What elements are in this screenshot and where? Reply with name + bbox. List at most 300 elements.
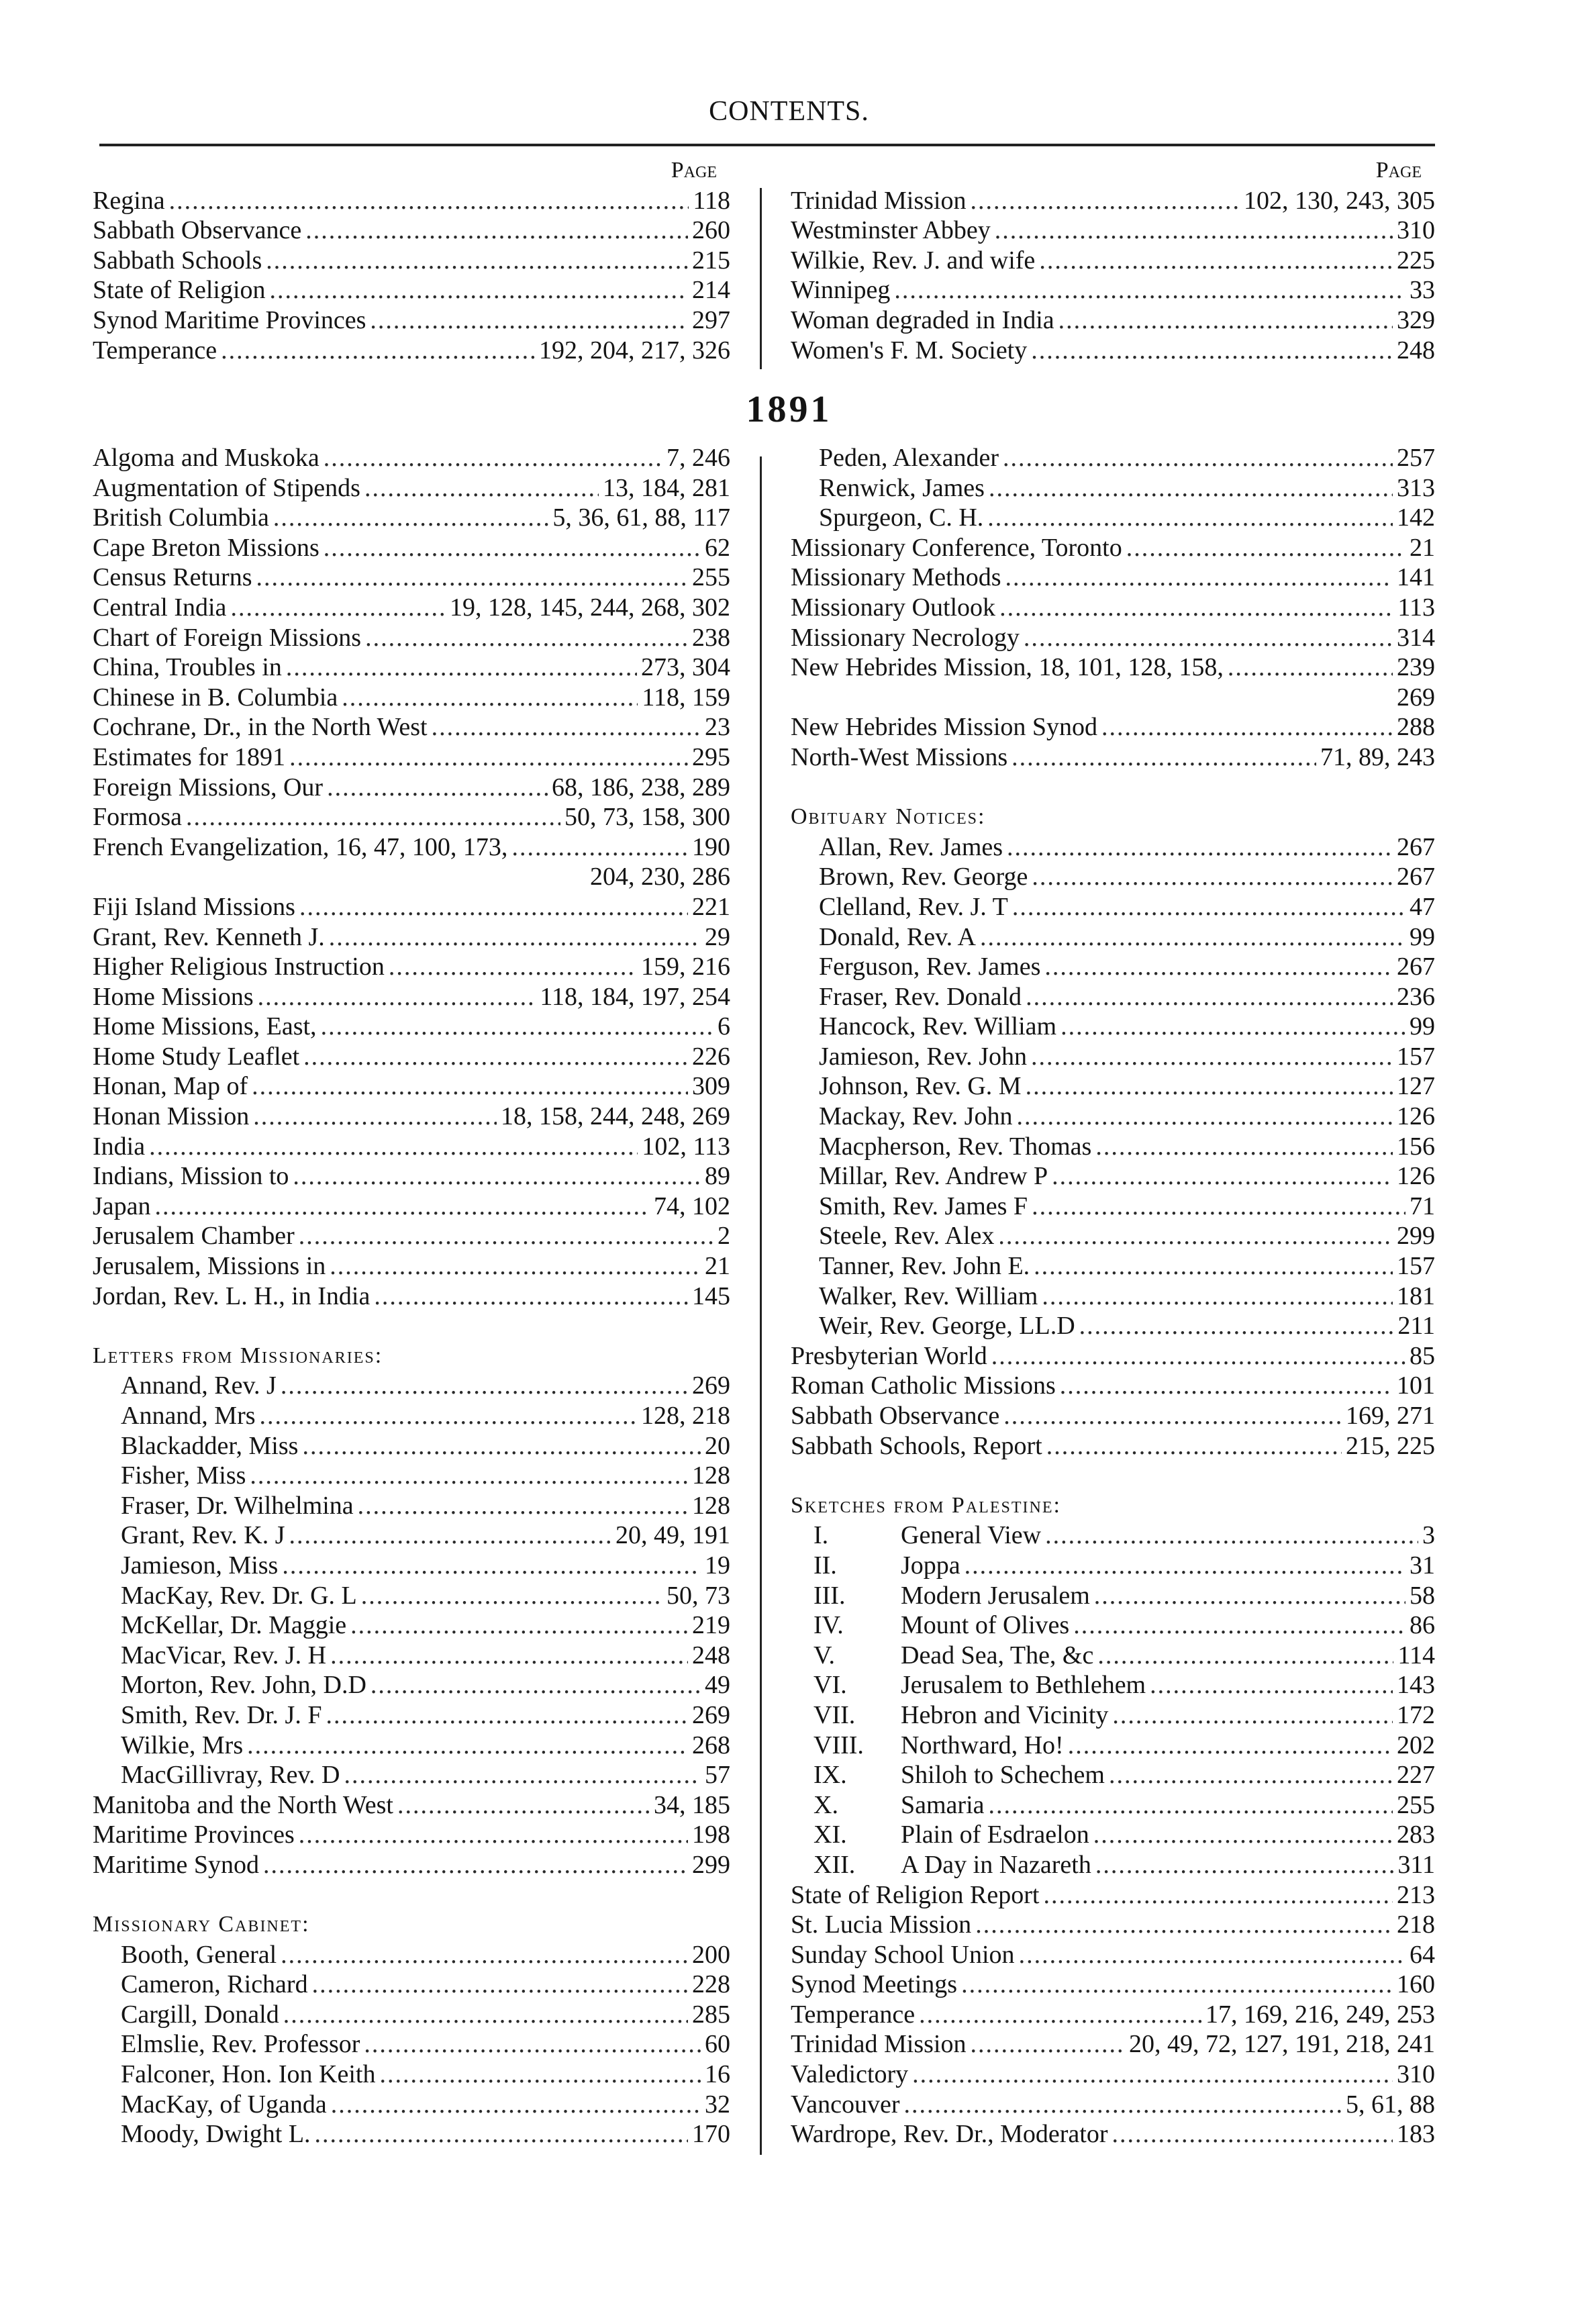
- dot-leader: [1093, 1820, 1393, 1850]
- entry-pages: 257: [1397, 444, 1435, 472]
- entry-pages: 74, 102: [654, 1192, 730, 1220]
- entry-pages: 215, 225: [1346, 1431, 1435, 1460]
- entry-title: Cochrane, Dr., in the North West: [93, 713, 428, 742]
- entry-title: Sabbath Schools, Report: [791, 1431, 1042, 1460]
- entry-pages: 299: [692, 1850, 730, 1879]
- entry-title: Winnipeg: [791, 276, 891, 305]
- entry-title: Westminster Abbey: [791, 216, 991, 245]
- dot-leader: [1012, 892, 1406, 922]
- entry-title: Temperance: [93, 336, 217, 365]
- entry-pages: 285: [692, 2000, 730, 2029]
- entry-pages: 238: [692, 623, 730, 652]
- entry-pages: 225: [1397, 246, 1435, 275]
- index-entry: [791, 2119, 1435, 2149]
- index-entry: [791, 1880, 1435, 1910]
- index-entry: [93, 1520, 730, 1551]
- entry-pages: 170: [692, 2120, 730, 2149]
- entry-title: Women's F. M. Society: [791, 336, 1028, 365]
- entry-pages: 172: [1397, 1700, 1435, 1729]
- dot-leader: [289, 1520, 612, 1551]
- entry-pages: 310: [1397, 216, 1435, 245]
- entry-title: Cameron, Richard: [121, 1970, 308, 1999]
- index-entry: [93, 1581, 730, 1611]
- entry-title: Maritime Provinces: [93, 1821, 295, 1849]
- entry-pages: 273, 304: [641, 653, 730, 682]
- index-entry: [93, 1042, 730, 1072]
- entry-title: Fisher, Miss: [121, 1461, 246, 1490]
- entry-pages: 219: [692, 1611, 730, 1640]
- dot-leader: [321, 1012, 713, 1042]
- dot-leader: [998, 1221, 1393, 1251]
- entry-pages: 5, 61, 88: [1346, 2090, 1435, 2119]
- entry-title: Elmslie, Rev. Professor: [121, 2030, 360, 2059]
- index-entry: [93, 1551, 730, 1581]
- entry-pages: 21: [1410, 533, 1435, 562]
- dot-leader: [1101, 712, 1393, 742]
- dot-leader: [1039, 246, 1393, 276]
- sketch-entry: [791, 1610, 1435, 1641]
- entry-pages: 29: [705, 922, 730, 951]
- top-left-column: [93, 156, 730, 365]
- dot-leader: [980, 922, 1406, 953]
- index-entry: [93, 1281, 730, 1312]
- entry-pages: 160: [1397, 1970, 1435, 1999]
- entry-pages: 118, 159: [642, 683, 730, 712]
- sketch-entry: [791, 1731, 1435, 1761]
- dot-leader: [1043, 1880, 1393, 1910]
- entry-title: Shiloh to Schechem: [901, 1761, 1105, 1790]
- entry-pages: 267: [1397, 953, 1435, 981]
- entry-pages: 215: [692, 246, 730, 275]
- dot-leader: [302, 1431, 701, 1461]
- index-entry: [93, 473, 730, 503]
- entry-pages: 169, 271: [1346, 1402, 1435, 1430]
- index-entry: [791, 2000, 1435, 2030]
- dot-leader: [364, 473, 599, 503]
- dot-leader: [155, 1192, 650, 1222]
- index-entry: [791, 1161, 1435, 1192]
- page-column-label-right: Page: [1375, 158, 1422, 183]
- dot-leader: [1112, 1700, 1393, 1731]
- dot-leader: [371, 1670, 701, 1700]
- entry-title: Moody, Dwight L.: [121, 2120, 311, 2149]
- dot-leader: [987, 503, 1393, 533]
- dot-leader: [511, 832, 688, 863]
- index-entry: [791, 1341, 1435, 1371]
- dot-leader: [1003, 1401, 1342, 1431]
- dot-leader: [329, 922, 701, 953]
- entry-pages: 255: [692, 563, 730, 592]
- entry-pages: 198: [692, 1821, 730, 1849]
- dot-leader: [1045, 1520, 1418, 1551]
- index-entry: [93, 1161, 730, 1192]
- sketch-number: X.: [813, 1790, 838, 1819]
- index-entry: [791, 1281, 1435, 1312]
- entry-pages: 62: [705, 533, 730, 562]
- entry-title: MacGillivray, Rev. D: [121, 1761, 340, 1790]
- entry-title: French Evangelization, 16, 47, 100, 173,: [93, 832, 508, 861]
- entry-title: State of Religion Report: [791, 1880, 1040, 1909]
- index-entry: [93, 1700, 730, 1731]
- entry-title: Smith, Rev. James F: [819, 1192, 1028, 1220]
- entry-pages: 299: [1397, 1222, 1435, 1251]
- entry-pages: 267: [1397, 832, 1435, 861]
- header-rule: [99, 144, 1435, 146]
- entry-title: Census Returns: [93, 563, 252, 592]
- dot-leader: [919, 2000, 1201, 2030]
- entry-title: Foreign Missions, Our: [93, 773, 324, 802]
- entry-pages: 101: [1397, 1371, 1435, 1400]
- entry-title: Manitoba and the North West: [93, 1790, 393, 1819]
- entry-pages: 228: [692, 1970, 730, 1999]
- entry-pages: 34, 185: [654, 1790, 730, 1819]
- index-entry: [93, 1102, 730, 1132]
- entry-title: Regina: [93, 186, 165, 215]
- entry-pages: 200: [692, 1940, 730, 1969]
- dot-leader: [1097, 1641, 1393, 1671]
- entry-title: Sabbath Observance: [791, 1402, 1000, 1430]
- dot-leader: [330, 1251, 701, 1281]
- dot-leader: [1109, 1760, 1393, 1790]
- index-entry: [93, 1790, 730, 1821]
- dot-leader: [1046, 1431, 1342, 1461]
- index-entry: [791, 952, 1435, 982]
- dot-leader: [252, 1071, 688, 1102]
- index-entry: [93, 1371, 730, 1401]
- dot-leader: [289, 742, 688, 773]
- dot-leader: [432, 712, 701, 742]
- entry-title: Missionary Conference, Toronto: [791, 533, 1122, 562]
- entry-title: Missionary Outlook: [791, 593, 996, 622]
- entry-title: Renwick, James: [819, 473, 985, 502]
- entry-title: Trinidad Mission: [791, 2030, 967, 2059]
- entry-pages: 32: [705, 2090, 730, 2119]
- entry-pages: 157: [1397, 1042, 1435, 1071]
- entry-title: Wilkie, Rev. J. and wife: [791, 246, 1036, 275]
- sketch-number: III.: [813, 1581, 846, 1610]
- dot-leader: [250, 1461, 688, 1491]
- entry-pages: 141: [1397, 563, 1435, 592]
- entry-pages: 204, 230, 286: [590, 863, 730, 891]
- main-right-column: [791, 443, 1435, 2149]
- index-entry: [93, 712, 730, 742]
- entry-pages: 267: [1397, 863, 1435, 891]
- index-entry: [93, 892, 730, 922]
- sketch-number: VIII.: [813, 1731, 864, 1759]
- sketch-number: V.: [813, 1641, 836, 1669]
- entry-title: Japan: [93, 1192, 151, 1220]
- index-entry: [93, 1820, 730, 1850]
- index-entry: [791, 305, 1435, 336]
- entry-pages: 2: [718, 1222, 730, 1251]
- sketch-entry: [791, 1581, 1435, 1611]
- index-entry: [791, 1371, 1435, 1401]
- index-entry: [93, 1431, 730, 1461]
- index-entry: [791, 1401, 1435, 1431]
- entry-title: Grant, Rev. K. J: [121, 1521, 285, 1550]
- entry-title: State of Religion: [93, 276, 266, 305]
- index-entry: [93, 1940, 730, 1970]
- dot-leader: [364, 2029, 701, 2060]
- entry-title: Synod Maritime Provinces: [93, 305, 366, 334]
- entry-title: Home Study Leaflet: [93, 1042, 300, 1071]
- index-entry: [93, 2090, 730, 2120]
- index-entry: [93, 1221, 730, 1251]
- entry-title: Spurgeon, C. H.: [819, 503, 984, 532]
- entry-title: Missionary Methods: [791, 563, 1001, 592]
- index-entry: [791, 1251, 1435, 1281]
- entry-pages: 102, 113: [642, 1132, 730, 1161]
- dot-leader: [299, 1221, 713, 1251]
- entry-pages: 19, 128, 145, 244, 268, 302: [450, 593, 730, 622]
- entry-pages: 255: [1397, 1790, 1435, 1819]
- entry-title: Brown, Rev. George: [819, 863, 1028, 891]
- entry-title: Central India: [93, 593, 227, 622]
- entry-title: Mackay, Rev. John: [819, 1102, 1013, 1131]
- entry-title: Jerusalem, Missions in: [93, 1252, 326, 1281]
- entry-pages: 57: [705, 1761, 730, 1790]
- dot-leader: [1058, 305, 1393, 336]
- dot-leader: [270, 275, 688, 305]
- dot-leader: [260, 1401, 637, 1431]
- entry-pages: 47: [1410, 892, 1435, 921]
- entry-title: New Hebrides Mission Synod: [791, 713, 1098, 742]
- dot-leader: [912, 2060, 1393, 2090]
- entry-pages: 128: [692, 1461, 730, 1490]
- index-entry: [791, 1221, 1435, 1251]
- main-column-divider: [760, 456, 762, 2155]
- entry-pages: 283: [1397, 1821, 1435, 1849]
- entry-pages: 269: [692, 1371, 730, 1400]
- sketch-entry: [791, 1551, 1435, 1581]
- entry-title: Morton, Rev. John, D.D: [121, 1671, 366, 1700]
- dot-leader: [1031, 1042, 1393, 1072]
- dot-leader: [989, 473, 1393, 503]
- dot-leader: [1026, 982, 1393, 1012]
- index-entry: [93, 982, 730, 1012]
- index-entry: [791, 2090, 1435, 2120]
- entry-pages: 213: [1397, 1880, 1435, 1909]
- index-entry: [93, 1012, 730, 1042]
- dot-leader: [266, 246, 688, 276]
- entry-pages: 6: [718, 1012, 730, 1041]
- dot-leader: [221, 336, 535, 366]
- entry-title: Joppa: [901, 1551, 960, 1580]
- entry-title: Jordan, Rev. L. H., in India: [93, 1281, 371, 1310]
- entry-title: McKellar, Dr. Maggie: [121, 1611, 347, 1640]
- dot-leader: [1007, 832, 1393, 863]
- index-entry: [93, 922, 730, 953]
- entry-pages: 226: [692, 1042, 730, 1071]
- dot-leader: [149, 1132, 638, 1162]
- entry-title: A Day in Nazareth: [901, 1850, 1091, 1879]
- index-entry: [93, 1731, 730, 1761]
- index-entry: [791, 623, 1435, 653]
- entry-pages: 68, 186, 238, 289: [552, 773, 730, 802]
- entry-pages: 89: [705, 1162, 730, 1191]
- entry-title: Annand, Mrs: [121, 1402, 256, 1430]
- entry-pages: 236: [1397, 982, 1435, 1011]
- entry-title: MacKay, of Uganda: [121, 2090, 327, 2119]
- entry-title: Sunday School Union: [791, 1940, 1015, 1969]
- entry-pages: 145: [692, 1281, 730, 1310]
- entry-title: Hancock, Rev. William: [819, 1012, 1057, 1041]
- entry-pages: 269: [692, 1700, 730, 1729]
- sketch-entry: [791, 1850, 1435, 1880]
- index-entry: [791, 982, 1435, 1012]
- dot-leader: [350, 1610, 688, 1641]
- entry-title: Algoma and Muskoka: [93, 444, 319, 472]
- index-entry: [93, 186, 730, 216]
- entry-pages: 99: [1410, 922, 1435, 951]
- dot-leader: [331, 2090, 701, 2120]
- index-entry: [93, 215, 730, 246]
- index-entry: [93, 862, 730, 892]
- entry-pages: 248: [692, 1641, 730, 1669]
- dot-leader: [971, 2029, 1126, 2060]
- dot-leader: [1095, 1132, 1393, 1162]
- entry-pages: 71, 89, 243: [1320, 742, 1435, 771]
- dot-leader: [283, 2000, 688, 2030]
- entry-title: Millar, Rev. Andrew P: [819, 1162, 1048, 1191]
- entry-title: Home Missions: [93, 982, 254, 1011]
- sketch-entry: [791, 1760, 1435, 1790]
- dot-leader: [230, 593, 446, 623]
- entry-pages: 192, 204, 217, 326: [539, 336, 730, 365]
- sketches-heading: Sketches from Palestine:: [791, 1492, 1061, 1518]
- entry-pages: 313: [1397, 473, 1435, 502]
- entry-title: China, Troubles in: [93, 653, 282, 682]
- index-entry: [791, 712, 1435, 742]
- entry-pages: 157: [1397, 1252, 1435, 1281]
- entry-pages: 295: [692, 742, 730, 771]
- entry-title: Temperance: [791, 2000, 916, 2029]
- dot-leader: [1026, 1071, 1393, 1102]
- dot-leader: [365, 623, 688, 653]
- index-entry: [93, 443, 730, 473]
- entry-title: Tanner, Rev. John E.: [819, 1252, 1030, 1281]
- dot-leader: [315, 2119, 688, 2149]
- index-entry: [791, 922, 1435, 953]
- dot-leader: [989, 1790, 1393, 1821]
- entry-title: Cargill, Donald: [121, 2000, 279, 2029]
- dot-leader: [379, 2060, 701, 2090]
- entry-title: MacKay, Rev. Dr. G. L: [121, 1581, 357, 1610]
- entry-title: Annand, Rev. J: [121, 1371, 277, 1400]
- dot-leader: [1112, 2119, 1393, 2149]
- dot-leader: [1032, 862, 1393, 892]
- index-entry: [791, 246, 1435, 276]
- dot-leader: [1095, 1850, 1394, 1880]
- index-entry: [93, 1401, 730, 1431]
- entry-pages: 202: [1397, 1731, 1435, 1759]
- dot-leader: [1073, 1610, 1406, 1641]
- index-entry: [791, 892, 1435, 922]
- entry-pages: 21: [705, 1252, 730, 1281]
- dot-leader: [342, 683, 638, 713]
- entry-pages: 50, 73, 158, 300: [564, 803, 730, 832]
- dot-leader: [995, 215, 1393, 246]
- entry-title: Ferguson, Rev. James: [819, 953, 1041, 981]
- sketch-entry: [791, 1670, 1435, 1700]
- entry-title: Peden, Alexander: [819, 444, 999, 472]
- entry-title: Honan Mission: [93, 1102, 250, 1131]
- index-entry: [791, 862, 1435, 892]
- entry-pages: 288: [1397, 713, 1435, 742]
- index-entry: [791, 742, 1435, 773]
- dot-leader: [330, 1641, 688, 1671]
- entry-title: Fraser, Dr. Wilhelmina: [121, 1491, 354, 1520]
- entry-pages: 64: [1410, 1940, 1435, 1969]
- index-entry: [791, 1940, 1435, 1970]
- entry-pages: 269: [1397, 683, 1435, 712]
- index-entry: [791, 1042, 1435, 1072]
- dot-leader: [1150, 1670, 1393, 1700]
- entry-pages: 183: [1397, 2120, 1435, 2149]
- index-entry: [93, 1491, 730, 1521]
- dot-leader: [965, 1551, 1406, 1581]
- entry-pages: 127: [1397, 1072, 1435, 1101]
- dot-leader: [293, 1161, 701, 1192]
- entry-pages: 329: [1397, 305, 1435, 334]
- dot-leader: [281, 1940, 688, 1970]
- index-entry: [93, 1071, 730, 1102]
- sketch-number: I.: [813, 1521, 829, 1550]
- entry-title: MacVicar, Rev. J. H: [121, 1641, 327, 1669]
- entry-title: Samaria: [901, 1790, 985, 1819]
- entry-pages: 142: [1397, 503, 1435, 532]
- index-entry: [791, 503, 1435, 533]
- index-entry: [93, 832, 730, 863]
- entry-title: Chinese in B. Columbia: [93, 683, 338, 712]
- entry-pages: 114: [1397, 1641, 1435, 1669]
- index-entry: [791, 652, 1435, 683]
- dot-leader: [344, 1760, 701, 1790]
- entry-pages: 156: [1397, 1132, 1435, 1161]
- entry-pages: 118, 184, 197, 254: [540, 982, 730, 1011]
- index-entry: [93, 1670, 730, 1700]
- entry-pages: 181: [1397, 1281, 1435, 1310]
- entry-pages: 71: [1410, 1192, 1435, 1220]
- dot-leader: [1079, 1311, 1394, 1341]
- sketch-number: XI.: [813, 1821, 847, 1849]
- dot-leader: [1003, 443, 1393, 473]
- entry-title: General View: [901, 1521, 1042, 1550]
- dot-leader: [1042, 1281, 1393, 1312]
- dot-leader: [975, 1910, 1393, 1940]
- dot-leader: [1094, 1581, 1406, 1611]
- dot-leader: [258, 982, 536, 1012]
- main-left-column: [93, 443, 730, 2149]
- entry-title: British Columbia: [93, 503, 269, 532]
- entry-title: India: [93, 1132, 146, 1161]
- dot-leader: [286, 652, 637, 683]
- entry-title: Falconer, Hon. Ion Keith: [121, 2060, 376, 2089]
- dot-leader: [282, 1551, 701, 1581]
- dot-leader: [324, 533, 701, 563]
- index-entry: [93, 1132, 730, 1162]
- letters-heading: Letters from Missionaries:: [93, 1343, 383, 1368]
- entry-title: Presbyterian World: [791, 1341, 987, 1370]
- index-entry: [93, 1760, 730, 1790]
- index-entry: [93, 503, 730, 533]
- index-entry: [93, 533, 730, 563]
- entry-pages: 19: [705, 1551, 730, 1580]
- entry-title: Jamieson, Miss: [121, 1551, 279, 1580]
- entry-title: Jamieson, Rev. John: [819, 1042, 1027, 1071]
- dot-leader: [903, 2090, 1342, 2120]
- dot-leader: [991, 1341, 1406, 1371]
